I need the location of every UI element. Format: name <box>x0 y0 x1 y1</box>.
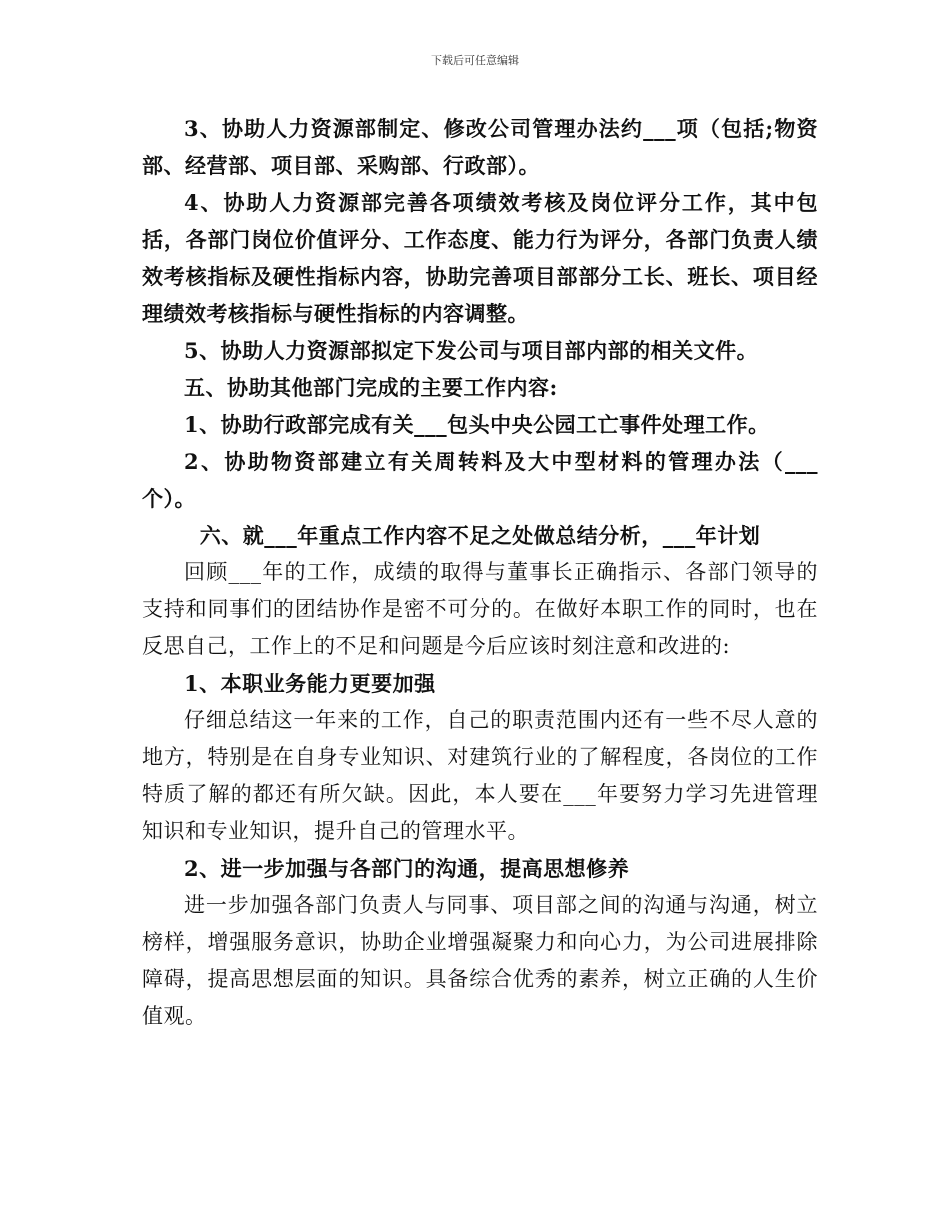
paragraph-item-5-documents: 5、协助人力资源部拟定下发公司与项目部内部的相关文件。 <box>184 338 759 363</box>
paragraph-item-4-performance: 4、协助人力资源部完善各项绩效考核及岗位评分工作，其中包括，各部门岗位价值评分、工作态度、能力行为评分，各部门负责人绩效考核指标及硬性指标内容，协助完善项目部部分工长、班长、项目经理绩效考核指标与硬性指标的内容调整。 <box>142 190 818 326</box>
paragraph-business-ability: 仔细总结这一年来的工作，自己的职责范围内还有一些不尽人意的地方，特别是在自身专业知识、对建筑行业的了解程度，各岗位的工作特质了解的都还有所欠缺。因此，本人要在___年要努力学习先进管理知识和专业知识，提升自己的管理水平。 <box>142 708 818 843</box>
subheading-business-ability: 1、本职业务能力更要加强 <box>184 671 436 696</box>
section-heading-six: 六、就___年重点工作内容不足之处做总结分析，___年计划 <box>199 523 761 548</box>
paragraph-communication: 进一步加强各部门负责人与同事、项目部之间的沟通与沟通，树立榜样，增强服务意识，协助企业增强凝聚力和向心力，为公司进展排除障碍，提高思想层面的知识。具备综合优秀的素养，树立正确的人生价值观。 <box>142 893 818 1028</box>
paragraph-item-2-materials: 2、协助物资部建立有关周转料及大中型材料的管理办法（___个）。 <box>142 449 818 511</box>
section-heading-five: 五、协助其他部门完成的主要工作内容: <box>184 375 558 400</box>
document-body <box>142 110 818 1035</box>
paragraph-item-3-regulations: 3、协助人力资源部制定、修改公司管理办法约___项（包括;物资部、经营部、项目部、采购部、行政部）。 <box>142 116 818 178</box>
page-header-note: 下载后可任意编辑 <box>431 54 519 67</box>
paragraph-item-1-admin: 1、协助行政部完成有关___包头中央公园工亡事件处理工作。 <box>184 412 770 437</box>
subheading-communication: 2、进一步加强与各部门的沟通，提高思想修养 <box>184 856 630 881</box>
paragraph-review: 回顾___年的工作，成绩的取得与董事长正确指示、各部门领导的支持和同事们的团结协作是密不可分的。在做好本职工作的同时，也在反思自己，工作上的不足和问题是今后应该时刻注意和改进的: <box>142 560 818 658</box>
